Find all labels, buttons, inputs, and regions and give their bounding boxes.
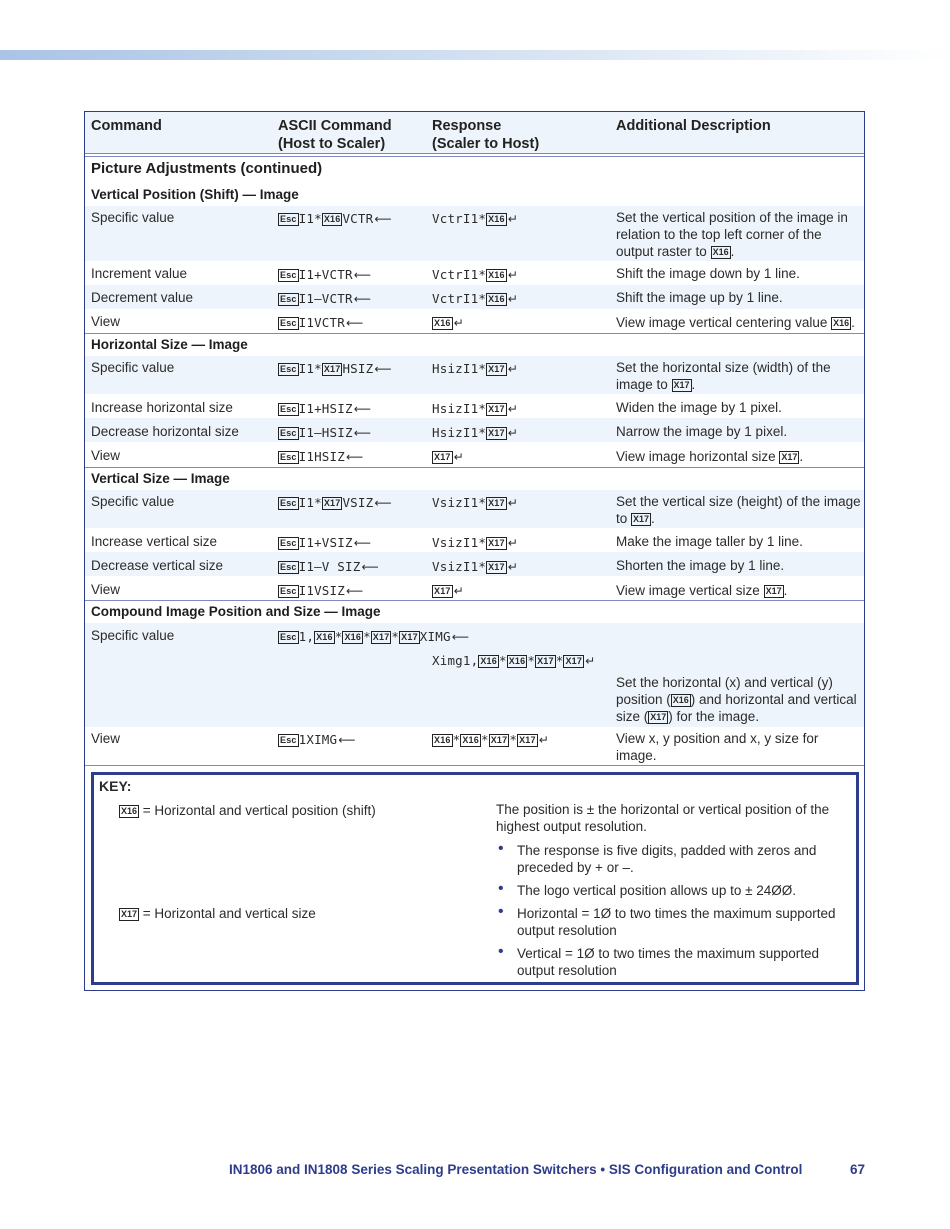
header-response: [432, 117, 539, 153]
description-text: View image vertical centering value: [616, 315, 832, 330]
x16-variable: X16: [434, 318, 451, 328]
x17-variable: X17: [488, 428, 505, 438]
x17-variable: X17: [490, 735, 508, 745]
x16-variable: X16: [121, 806, 138, 816]
ascii-part: *: [363, 629, 371, 644]
table-row: [85, 623, 864, 727]
ascii-part: I1+VSIZ: [298, 535, 353, 550]
x17-variable: X17: [488, 538, 505, 548]
send-arrow-icon: ⟵: [353, 268, 372, 282]
esc-key-icon: Esc: [280, 562, 297, 572]
ascii-command: [278, 534, 371, 552]
esc-key-icon: Esc: [280, 586, 297, 596]
ascii-part: I1–VCTR: [298, 291, 353, 306]
ascii-command: [278, 424, 371, 442]
response-part: *: [452, 732, 461, 747]
x16-variable: X16: [833, 318, 850, 328]
description-text: View image vertical size: [616, 583, 764, 598]
key-paragraph: The position is ± the horizontal or vertical position of the highest output resolution.: [496, 802, 830, 834]
ascii-part: *: [334, 629, 343, 644]
send-arrow-icon: ⟵: [353, 536, 372, 550]
ascii-part: I1VSIZ: [298, 583, 345, 598]
command-name: View: [91, 448, 121, 463]
response-part: *: [498, 653, 507, 668]
description: [616, 209, 861, 260]
command-name: Increase horizontal size: [91, 400, 233, 415]
table-header: [85, 112, 864, 153]
response: [432, 534, 518, 552]
response-part: HsizI1*: [432, 401, 487, 416]
x17-variable: X17: [323, 364, 341, 374]
command-name: Specific value: [91, 210, 175, 225]
response-part: VctrI1*: [432, 291, 487, 306]
response: [432, 731, 549, 749]
description: [616, 493, 861, 527]
description-text: .: [799, 449, 804, 464]
header-response-line1: Response: [432, 118, 502, 134]
header-ascii-line2: (Host to Scaler): [278, 136, 386, 152]
send-arrow-icon: ⟵: [353, 402, 372, 416]
section-divider: [85, 600, 864, 601]
return-arrow-icon: ↵: [507, 402, 518, 416]
return-arrow-icon: ↵: [507, 560, 518, 574]
table-row: [85, 552, 864, 576]
ascii-part: I1–V SIZ: [298, 559, 361, 574]
section-divider: [85, 467, 864, 468]
return-arrow-icon: ↵: [453, 584, 464, 598]
command-name: Increase vertical size: [91, 534, 218, 549]
response: [432, 210, 518, 228]
response-part: VctrI1*: [432, 211, 487, 226]
table-row: [85, 261, 864, 285]
x16-variable: X16: [462, 735, 479, 745]
x16-variable: X16: [488, 294, 505, 304]
ascii-part: I1*: [298, 211, 322, 226]
description-text: Set the horizontal size (width) of the image to: [616, 360, 831, 392]
x17-variable: X17: [434, 452, 451, 462]
ascii-part: VCTR: [342, 211, 374, 226]
section-compound-image: Compound Image Position and Size — Image: [91, 604, 381, 619]
ascii-command: [278, 290, 371, 308]
ascii-part: I1–HSIZ: [298, 425, 353, 440]
send-arrow-icon: ⟵: [361, 560, 379, 574]
return-arrow-icon: ↵: [585, 654, 596, 668]
bullet-icon: •: [498, 840, 504, 857]
response-part: *: [555, 653, 564, 668]
key-x16-definition: [119, 803, 376, 818]
description: [616, 582, 861, 599]
x17-variable: X17: [488, 562, 505, 572]
table-bottom-divider: [85, 765, 864, 766]
key-bullet: Vertical = 1Ø to two times the maximum supported output resolution: [517, 946, 820, 978]
esc-key-icon: Esc: [280, 452, 297, 462]
key-box: [91, 772, 859, 985]
return-arrow-icon: ↵: [507, 292, 518, 306]
command-name: View: [91, 582, 121, 597]
ascii-part: XIMG: [419, 629, 451, 644]
section-horizontal-size: Horizontal Size — Image: [91, 337, 248, 352]
key-x16-text: = Horizontal and vertical position (shift): [142, 803, 376, 818]
x16-variable: X16: [712, 247, 729, 257]
key-bullet: Horizontal = 1Ø to two times the maximum supported output resolution: [517, 906, 836, 938]
x17-variable: X17: [372, 632, 390, 642]
description: Widen the image by 1 pixel.: [616, 400, 782, 415]
response-part: VsizI1*: [432, 495, 487, 510]
description: Shift the image down by 1 line.: [616, 266, 800, 281]
ascii-command: [278, 731, 356, 749]
send-arrow-icon: ⟵: [338, 733, 356, 747]
table-row: [85, 356, 864, 394]
table-row: [85, 490, 864, 528]
ascii-command: [278, 266, 371, 284]
page-number: 67: [850, 1162, 866, 1177]
bullet-icon: •: [498, 880, 504, 897]
description-text: .: [851, 315, 855, 330]
x17-variable: X17: [781, 452, 798, 462]
bullet-icon: •: [498, 903, 504, 920]
esc-key-icon: Esc: [280, 498, 297, 508]
return-arrow-icon: ↵: [453, 450, 464, 464]
esc-key-icon: Esc: [280, 318, 297, 328]
description: Shorten the image by 1 line.: [616, 558, 785, 573]
x16-variable: X16: [508, 656, 526, 666]
return-arrow-icon: ↵: [507, 426, 518, 440]
response: [432, 558, 518, 576]
send-arrow-icon: ⟵: [345, 316, 364, 330]
x17-variable: X17: [633, 514, 650, 524]
response: [432, 400, 518, 418]
x16-variable: X16: [480, 656, 497, 666]
response: [432, 652, 595, 670]
ascii-command: [278, 448, 363, 466]
send-arrow-icon: ⟵: [353, 292, 372, 306]
send-arrow-icon: ⟵: [374, 362, 392, 376]
description-text: Set the vertical position of the image in relation to the top left corner of the output raster to: [616, 210, 848, 259]
response: [432, 494, 518, 512]
esc-key-icon: Esc: [280, 428, 297, 438]
x16-variable: X16: [344, 632, 362, 642]
esc-key-icon: Esc: [280, 270, 297, 280]
command-name: Specific value: [91, 628, 175, 643]
return-arrow-icon: ↵: [507, 268, 518, 282]
header-ascii: [278, 117, 392, 153]
send-arrow-icon: ⟵: [353, 426, 372, 440]
description: View x, y position and x, y size for image.: [616, 731, 819, 763]
description: Make the image taller by 1 line.: [616, 534, 803, 549]
table-row: [85, 442, 864, 466]
response-part: HsizI1*: [432, 425, 487, 440]
response: [432, 424, 518, 442]
ascii-command: [278, 582, 363, 600]
x17-variable: X17: [121, 909, 138, 919]
x17-variable: X17: [519, 735, 536, 745]
table-row: [85, 528, 864, 552]
esc-key-icon: Esc: [280, 404, 297, 414]
ascii-part: 1XIMG: [298, 732, 338, 747]
response-part: VsizI1*: [432, 535, 487, 550]
header-divider-2: [85, 156, 864, 157]
x17-variable: X17: [488, 498, 505, 508]
command-name: Decrease vertical size: [91, 558, 224, 573]
return-arrow-icon: ↵: [507, 496, 518, 510]
x17-variable: X17: [401, 632, 418, 642]
command-name: Specific value: [91, 360, 175, 375]
response: [432, 266, 518, 284]
description-text: ) for the image.: [668, 709, 760, 724]
ascii-part: VSIZ: [342, 495, 374, 510]
footer-title: IN1806 and IN1808 Series Scaling Presentation Switchers • SIS Configuration and Control: [229, 1162, 803, 1177]
send-arrow-icon: ⟵: [345, 450, 364, 464]
description: [616, 448, 861, 465]
header-description: Additional Description: [616, 118, 771, 134]
ascii-part: I1*: [298, 495, 322, 510]
esc-key-icon: Esc: [280, 364, 297, 374]
response: [432, 448, 464, 466]
section-vertical-size: Vertical Size — Image: [91, 471, 230, 486]
command-name: View: [91, 731, 121, 746]
response-part: VsizI1*: [432, 559, 487, 574]
command-name: Decrease horizontal size: [91, 424, 239, 439]
ascii-command: [278, 360, 392, 378]
key-bullet: The logo vertical position allows up to ± 24ØØ.: [517, 883, 797, 898]
x16-variable: X16: [323, 214, 341, 224]
response-part: Ximg1,: [432, 653, 479, 668]
ascii-command: [278, 314, 363, 332]
response-part: VctrI1*: [432, 267, 487, 282]
send-arrow-icon: ⟵: [374, 496, 392, 510]
section-divider: [85, 333, 864, 334]
response: [432, 290, 518, 308]
esc-key-icon: Esc: [280, 735, 297, 745]
esc-key-icon: Esc: [280, 214, 297, 224]
bullet-icon: •: [498, 943, 504, 960]
ascii-command: [278, 210, 392, 228]
x16-variable: X16: [488, 270, 505, 280]
return-arrow-icon: ↵: [538, 733, 549, 747]
x17-variable: X17: [565, 656, 583, 666]
ascii-command: [278, 400, 371, 418]
x17-variable: X17: [650, 712, 667, 722]
x16-variable: X16: [672, 695, 689, 705]
ascii-part: I1+VCTR: [298, 267, 353, 282]
ascii-part: I1VCTR: [298, 315, 345, 330]
esc-key-icon: Esc: [280, 294, 297, 304]
section-vertical-position: Vertical Position (Shift) — Image: [91, 187, 299, 202]
table-row: [85, 727, 864, 765]
ascii-part: I1*: [298, 361, 322, 376]
table-row: [85, 394, 864, 418]
x16-variable: X16: [434, 735, 451, 745]
esc-key-icon: Esc: [280, 632, 297, 642]
header-divider: [85, 153, 864, 154]
ascii-part: HSIZ: [342, 361, 374, 376]
description-text: .: [651, 511, 655, 526]
response-part: *: [527, 653, 536, 668]
header-command: Command: [91, 118, 162, 134]
x17-variable: X17: [673, 380, 690, 390]
x17-variable: X17: [488, 364, 505, 374]
return-arrow-icon: ↵: [507, 212, 518, 226]
ascii-command: [278, 494, 392, 512]
description: [616, 314, 861, 331]
send-arrow-icon: ⟵: [345, 584, 364, 598]
group-title: Picture Adjustments (continued): [91, 160, 323, 177]
description: Shift the image up by 1 line.: [616, 290, 783, 305]
esc-key-icon: Esc: [280, 538, 297, 548]
key-title: KEY:: [99, 778, 132, 794]
x16-variable: X16: [488, 214, 505, 224]
top-gradient-bar: [0, 50, 950, 60]
description: Narrow the image by 1 pixel.: [616, 424, 788, 439]
response-part: *: [509, 732, 518, 747]
ascii-command: [278, 628, 469, 646]
description-text: .: [730, 244, 735, 259]
command-name: View: [91, 314, 121, 329]
description-text: ) and horizontal and vertical size (: [616, 692, 857, 724]
command-name: Decrement value: [91, 290, 194, 305]
response: [432, 314, 464, 332]
x17-variable: X17: [488, 404, 505, 414]
x17-variable: X17: [765, 586, 782, 596]
table-row: [85, 309, 864, 333]
key-bullet: The response is five digits, padded with zeros and preceded by + or –.: [517, 843, 817, 875]
send-arrow-icon: ⟵: [374, 212, 392, 226]
description-text: Set the horizontal (x) and vertical (y) position (: [616, 675, 833, 707]
return-arrow-icon: ↵: [453, 316, 464, 330]
response-part: HsizI1*: [432, 361, 487, 376]
description-text: .: [783, 583, 788, 598]
key-x17-definition: [119, 906, 316, 921]
return-arrow-icon: ↵: [507, 362, 518, 376]
response: [432, 360, 518, 378]
command-name: Specific value: [91, 494, 175, 509]
description: [616, 359, 861, 393]
ascii-command: [278, 558, 379, 576]
response: [432, 582, 464, 600]
description: [616, 674, 861, 725]
table-row: [85, 576, 864, 600]
ascii-part: I1+HSIZ: [298, 401, 353, 416]
x17-variable: X17: [537, 656, 554, 666]
ascii-part: *: [391, 629, 400, 644]
ascii-part: 1,: [298, 629, 315, 644]
table-row: [85, 418, 864, 442]
x16-variable: X16: [316, 632, 333, 642]
send-arrow-icon: ⟵: [451, 630, 470, 644]
table-row: [85, 206, 864, 261]
header-ascii-line1: ASCII Command: [278, 118, 392, 134]
header-response-line2: (Scaler to Host): [432, 136, 540, 152]
x17-variable: X17: [323, 498, 341, 508]
description-text: .: [691, 377, 696, 392]
description-text: Set the vertical size (height) of the image to: [616, 494, 861, 526]
key-x17-text: = Horizontal and vertical size: [142, 906, 316, 921]
ascii-part: I1HSIZ: [298, 449, 345, 464]
table-row: [85, 285, 864, 309]
response-part: *: [480, 732, 489, 747]
x17-variable: X17: [434, 586, 451, 596]
return-arrow-icon: ↵: [507, 536, 518, 550]
command-name: Increment value: [91, 266, 188, 281]
description-text: View image horizontal size: [616, 449, 780, 464]
